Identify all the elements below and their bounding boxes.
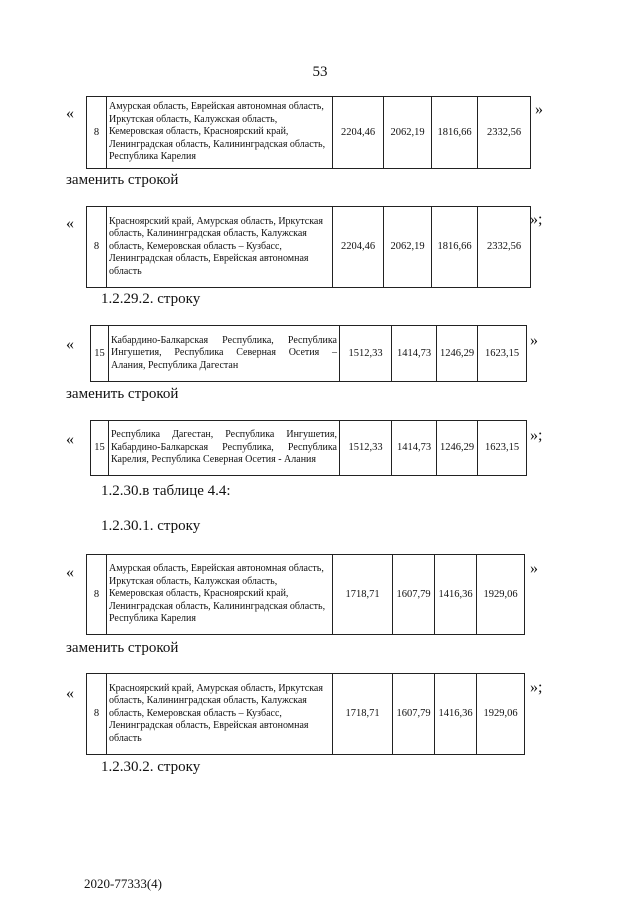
region-line: Алания, Республика Дагестан (111, 359, 239, 371)
value-cell: 1718,71 (333, 674, 393, 755)
row-number: 8 (87, 207, 107, 288)
region-list: Красноярский край, Амурская область, Иркутская область, Калининградская область, Калужская область, Кемеровская область – Кузбасс, Ленинградская область, Еврейская автономная область (107, 674, 333, 755)
region-line: Карелия, Республика Северная Осетия - Алания (111, 454, 317, 466)
page-number: 53 (312, 64, 328, 80)
value-cell: 1607,79 (393, 555, 435, 635)
value-cell: 1816,66 (432, 207, 478, 288)
replace-text: заменить строкой (66, 640, 179, 656)
value-cell: 1416,36 (435, 674, 477, 755)
region-list: Амурская область, Еврейская автономная область, Иркутская область, Калужская область, Кемеровская область, Красноярский край, Ленинградская область, Калининградская область, Республика Карелия (107, 555, 333, 635)
value-cell: 1623,15 (478, 421, 527, 476)
value-cell: 1718,71 (333, 555, 393, 635)
region-line: Кабардино-Балкарская Республика, Республика (111, 334, 337, 346)
value-cell: 1623,15 (478, 326, 527, 382)
value-cell: 2332,56 (478, 97, 531, 169)
row-number: 15 (91, 326, 109, 382)
closing-quote: » (535, 101, 543, 118)
value-cell: 1512,33 (340, 421, 392, 476)
value-cell: 1929,06 (477, 555, 525, 635)
value-cell: 1414,73 (392, 421, 437, 476)
item-heading: 1.2.30.в таблице 4.4: (101, 483, 231, 499)
replace-text: заменить строкой (66, 386, 179, 402)
item-heading: 1.2.29.2. строку (101, 291, 201, 307)
closing-quote: »; (530, 679, 543, 696)
table-row-block (90, 325, 527, 382)
opening-quote: « (66, 431, 74, 448)
table-row-block (86, 673, 525, 755)
closing-quote: »; (530, 211, 543, 228)
region-line: Кабардино-Балкарская Республика, Республика (111, 441, 337, 453)
value-cell: 2062,19 (384, 207, 432, 288)
region-line: Республика Дагестан, Республика Ингушетия, (111, 429, 337, 441)
value-cell: 1929,06 (477, 674, 525, 755)
document-number: 2020-77333(4) (84, 876, 162, 891)
table-row-block (86, 206, 531, 288)
opening-quote: « (66, 564, 74, 581)
value-cell: 2204,46 (333, 97, 384, 169)
closing-quote: »; (530, 427, 543, 444)
value-cell: 1414,73 (392, 326, 437, 382)
value-cell: 1607,79 (393, 674, 435, 755)
row-number: 8 (87, 97, 107, 169)
table-row-block (90, 420, 527, 476)
opening-quote: « (66, 685, 74, 702)
row-number: 8 (87, 555, 107, 635)
region-line: Ингушетия, Республика Северная Осетия – (111, 347, 337, 359)
value-cell: 2204,46 (333, 207, 384, 288)
opening-quote: « (66, 336, 74, 353)
region-list: Красноярский край, Амурская область, Иркутская область, Калининградская область, Калужская область, Кемеровская область – Кузбасс, Ленинградская область, Еврейская автономная область (107, 207, 333, 288)
item-heading: 1.2.30.1. строку (101, 518, 201, 534)
table-row-block (86, 554, 525, 635)
closing-quote: » (530, 560, 538, 577)
region-list (109, 421, 340, 476)
row-number: 8 (87, 674, 107, 755)
replace-text: заменить строкой (66, 172, 179, 188)
row-number: 15 (91, 421, 109, 476)
closing-quote: » (530, 332, 538, 349)
value-cell: 2062,19 (384, 97, 432, 169)
value-cell: 1416,36 (435, 555, 477, 635)
table-row-block (86, 96, 531, 169)
value-cell: 1246,29 (437, 421, 478, 476)
opening-quote: « (66, 215, 74, 232)
opening-quote: « (66, 105, 74, 122)
value-cell: 1816,66 (432, 97, 478, 169)
region-list: Амурская область, Еврейская автономная область, Иркутская область, Калужская область, Кемеровская область, Красноярский край, Ленинградская область, Калининградская область, Республика Карелия (107, 97, 333, 169)
region-list (109, 326, 340, 382)
value-cell: 1512,33 (340, 326, 392, 382)
item-heading: 1.2.30.2. строку (101, 759, 201, 775)
value-cell: 1246,29 (437, 326, 478, 382)
value-cell: 2332,56 (478, 207, 531, 288)
